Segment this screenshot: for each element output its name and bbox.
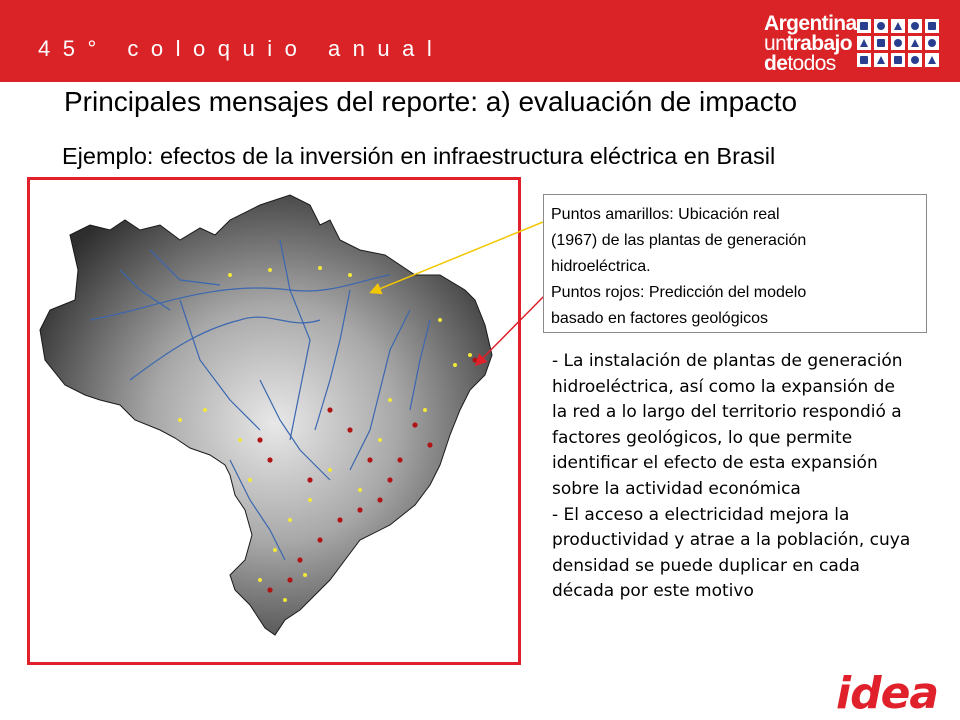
bullet-line: la red a lo largo del territorio respondió a xyxy=(552,402,902,423)
people-icon xyxy=(908,36,922,50)
yellow-point xyxy=(288,518,292,522)
header-banner xyxy=(0,0,960,82)
yellow-point xyxy=(423,408,427,412)
red-point xyxy=(472,357,477,362)
red-point xyxy=(337,517,342,522)
yellow-point xyxy=(438,318,442,322)
yellow-point xyxy=(358,488,362,492)
legend-line: Puntos rojos: Predicción del modelo xyxy=(551,284,807,301)
bullet-line: factores geológicos, lo que permite xyxy=(552,427,853,448)
red-point xyxy=(317,537,322,542)
yellow-point xyxy=(468,353,472,357)
bullet-line: densidad se puede duplicar en cada xyxy=(552,555,860,576)
brazil-map-frame xyxy=(27,177,521,665)
idea-logo: idea xyxy=(836,668,939,719)
logo-line-2: untrabajo xyxy=(764,32,852,55)
bullet-line: - La instalación de plantas de generación xyxy=(552,351,903,371)
red-point xyxy=(327,407,332,412)
yellow-point xyxy=(453,363,457,367)
bullet-line: década por este motivo xyxy=(552,581,754,602)
legend-box xyxy=(543,194,927,333)
factory-icon xyxy=(925,19,939,33)
percent-icon xyxy=(874,36,888,50)
red-point xyxy=(347,427,352,432)
yellow-point xyxy=(268,268,272,272)
road-icon xyxy=(891,36,905,50)
chart-icon xyxy=(925,36,939,50)
health-icon xyxy=(874,53,888,67)
yellow-point xyxy=(178,418,182,422)
bullet-text xyxy=(552,349,952,605)
yellow-point xyxy=(283,598,287,602)
church-icon xyxy=(925,53,939,67)
red-point xyxy=(387,477,392,482)
yellow-point xyxy=(318,266,322,270)
red-point xyxy=(397,457,402,462)
sign-icon xyxy=(857,36,871,50)
yellow-point xyxy=(248,478,252,482)
family-icon xyxy=(908,19,922,33)
yellow-point xyxy=(388,398,392,402)
red-point xyxy=(257,437,262,442)
legend-line: basado en factores geológicos xyxy=(551,310,769,327)
red-point xyxy=(377,497,382,502)
anchor-icon xyxy=(891,19,905,33)
bullet-line: identificar el efecto de esta expansión xyxy=(552,453,878,474)
legend-line: Puntos amarillos: Ubicación real xyxy=(551,206,780,223)
red-point xyxy=(287,577,292,582)
bullet-line: sobre la actividad económica xyxy=(552,478,801,499)
bullet-line: - El acceso a electricidad mejora la xyxy=(552,504,850,525)
yellow-point xyxy=(303,573,307,577)
yellow-point xyxy=(378,438,382,442)
yellow-point xyxy=(228,273,232,277)
event-banner-text: 45° coloquio anual xyxy=(38,36,445,61)
tractor-icon xyxy=(857,53,871,67)
yellow-point xyxy=(348,273,352,277)
yellow-point xyxy=(328,468,332,472)
red-point xyxy=(412,422,417,427)
red-point xyxy=(357,507,362,512)
bullet-line: hidroeléctrica, así como la expansión de xyxy=(552,376,895,397)
bus-icon xyxy=(908,53,922,67)
house-icon xyxy=(891,53,905,67)
red-point xyxy=(267,457,272,462)
yellow-point xyxy=(308,498,312,502)
red-point xyxy=(297,557,302,562)
red-point xyxy=(367,457,372,462)
legend-line: hidroeléctrica. xyxy=(551,258,651,275)
logo-icon-grid xyxy=(857,19,939,67)
red-point xyxy=(267,587,272,592)
slide-subtitle: Ejemplo: efectos de la inversión en infraestructura eléctrica en Brasil xyxy=(62,143,776,169)
yellow-point xyxy=(258,578,262,582)
logo-line-1: Argentina xyxy=(764,12,857,35)
argentina-logo-text xyxy=(764,14,857,74)
red-point xyxy=(307,477,312,482)
brazil-map xyxy=(30,180,518,662)
brazil-territory-shape xyxy=(40,195,492,635)
legend-line: (1967) de las plantas de generación xyxy=(551,232,807,249)
cup-icon xyxy=(874,19,888,33)
yellow-point xyxy=(238,438,242,442)
red-point xyxy=(427,442,432,447)
yellow-point xyxy=(273,548,277,552)
slide-title: Principales mensajes del reporte: a) evaluación de impacto xyxy=(64,86,798,117)
building-icon xyxy=(857,19,871,33)
yellow-point xyxy=(203,408,207,412)
bullet-line: productividad y atrae a la población, cuya xyxy=(552,530,911,551)
logo-line-3: detodos xyxy=(764,52,836,75)
